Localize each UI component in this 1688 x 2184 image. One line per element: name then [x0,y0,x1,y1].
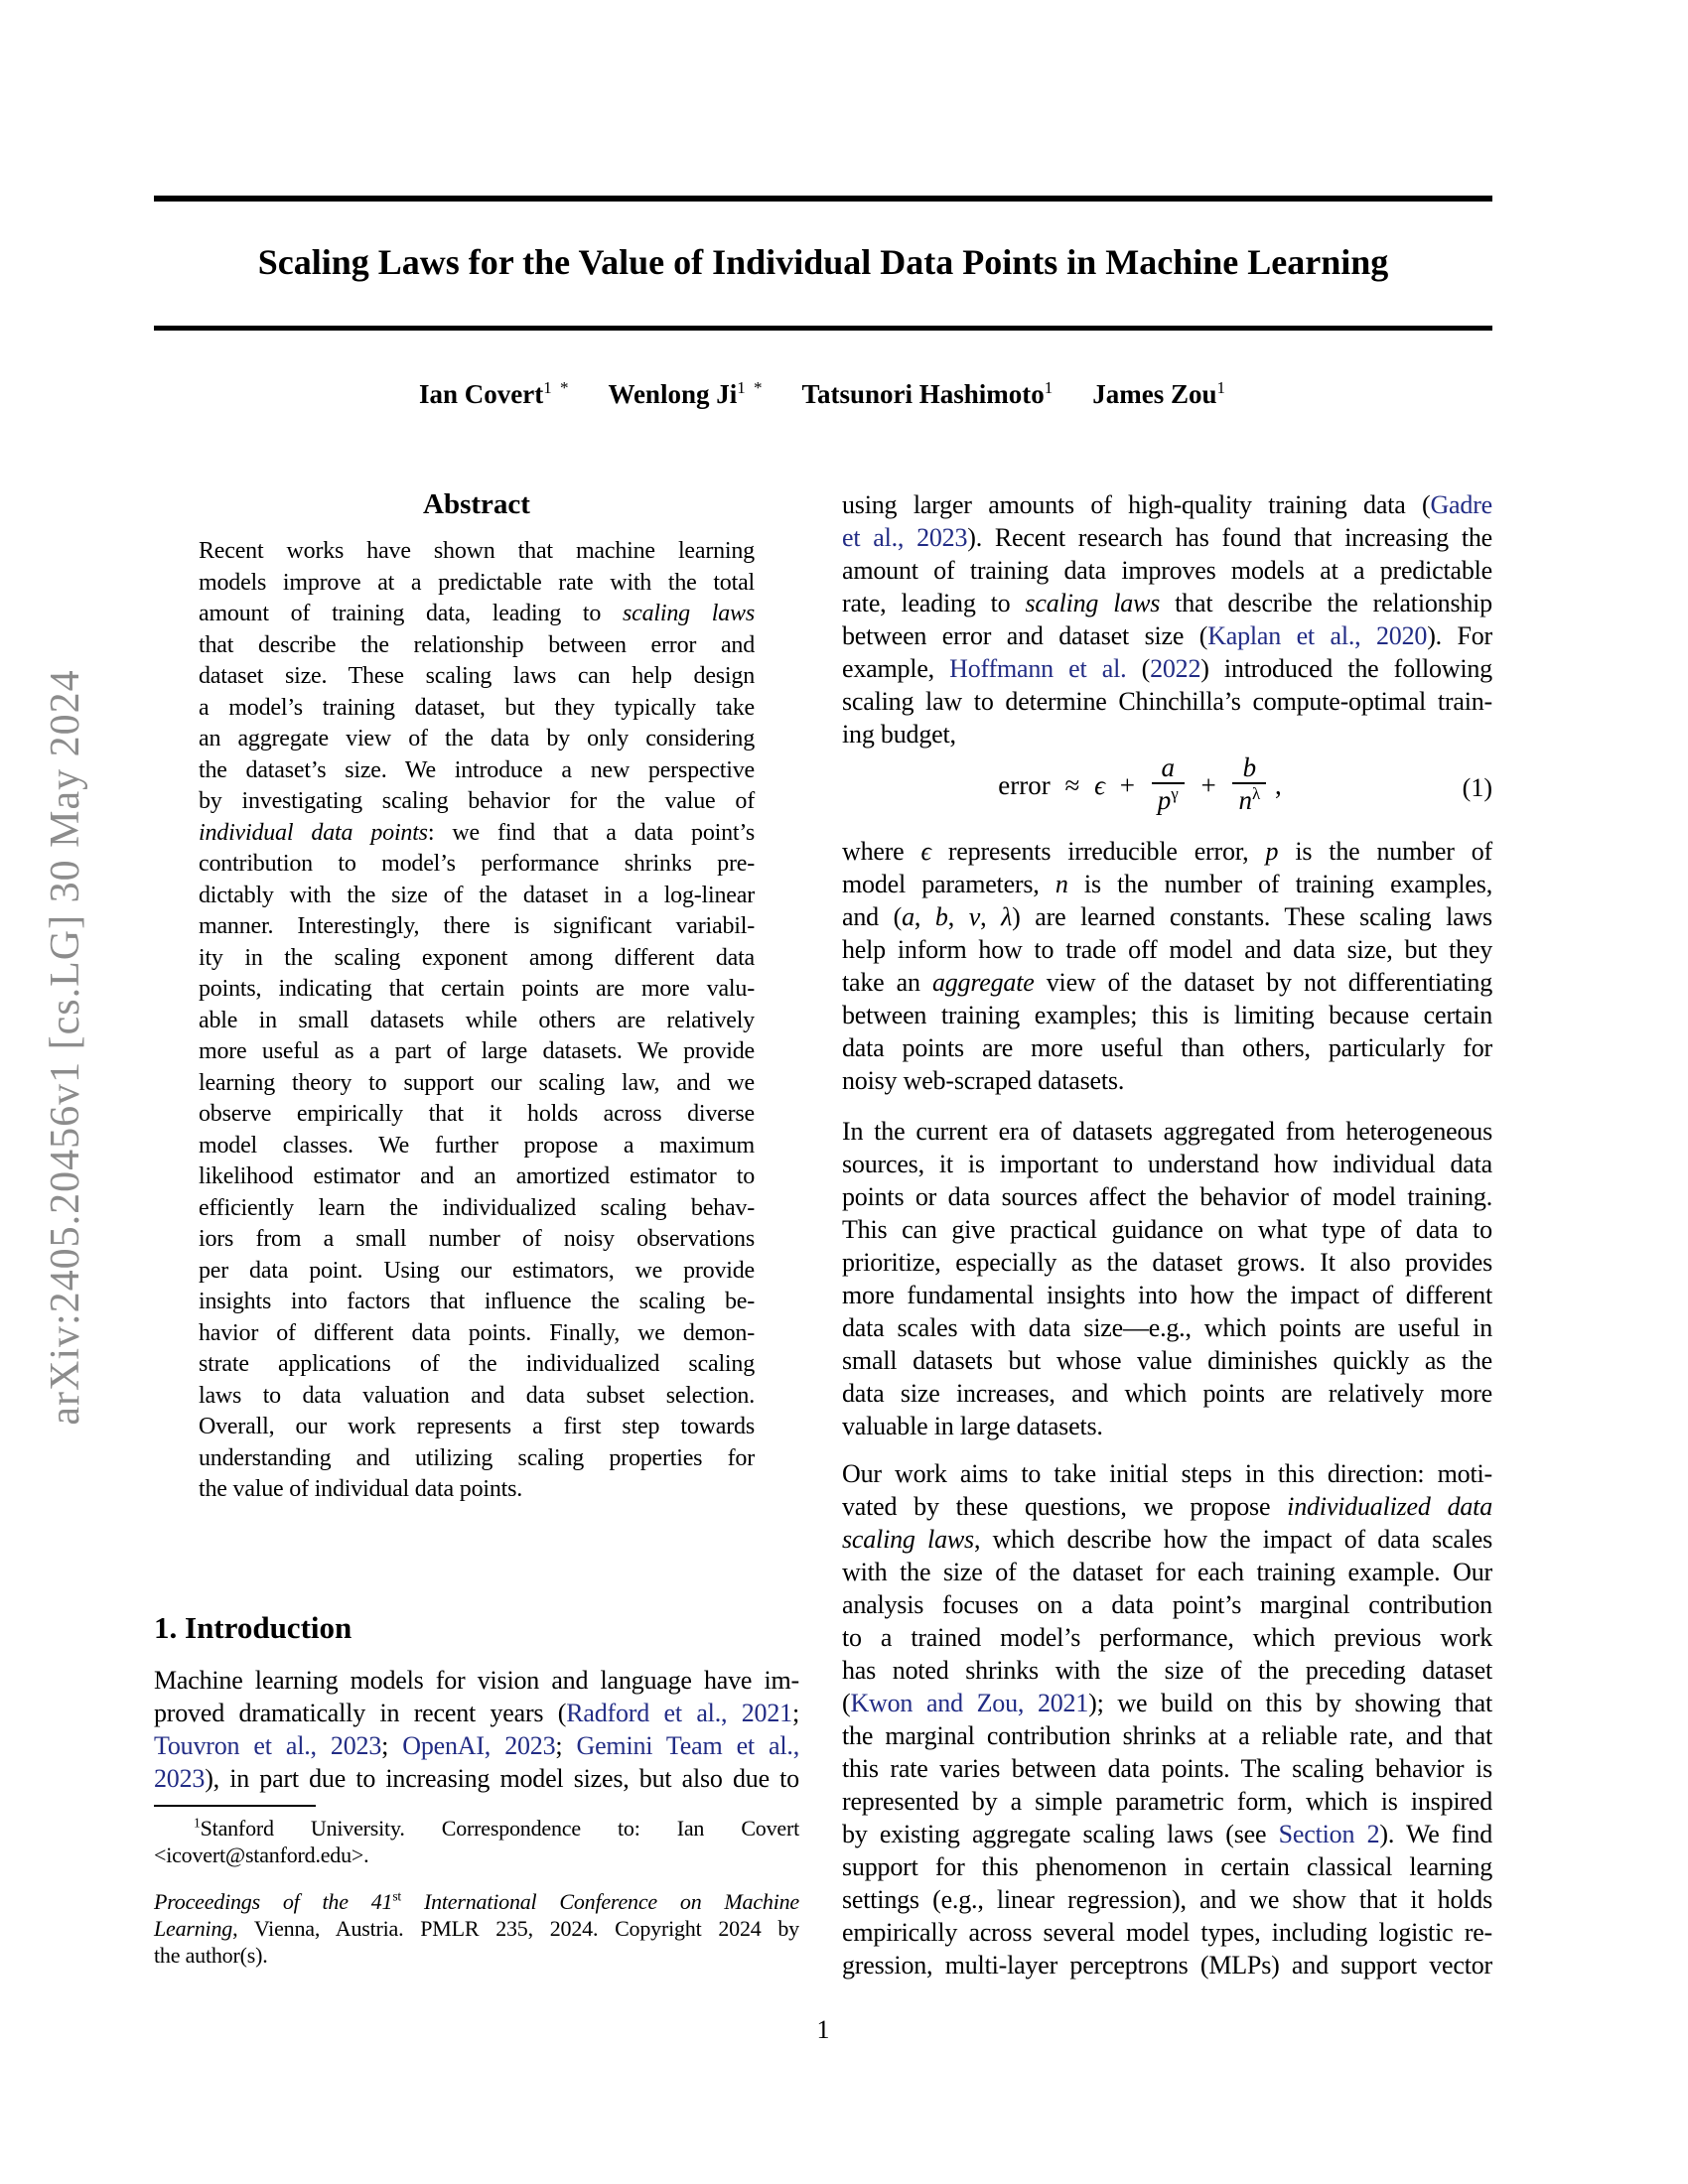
citation-link[interactable]: Gemini Team et al., [576,1731,799,1760]
text-line: more fundamental insights into how the impact of different [842,1281,1492,1309]
text-line: proved dramatically in recent years (Radford et al., 2021; [154,1699,799,1727]
epsilon-term: ϵ [1094,770,1105,801]
arxiv-watermark: arXiv:2405.20456v1 [cs.LG] 30 May 2024 [43,669,88,1426]
denominator-p: p [1157,785,1172,815]
text-line: gression, multi-layer perceptrons (MLPs) and support vector [842,1951,1492,1979]
author-name: James Zou$^1$ [1092,378,1228,409]
text-line: rate, leading to scaling laws that describe the relationship [842,589,1492,617]
text-line: support for this phenomenon in certain classical learning [842,1852,1492,1881]
text-line: between training examples; this is limiting because certain [842,1001,1492,1029]
text-line: between error and dataset size (Kaplan et al., 2020). For [842,621,1492,650]
text-line: data size increases, and which points are relatively more [842,1379,1492,1408]
text-line: scaling laws, which describe how the impact of data scales [842,1525,1493,1554]
text-line: individual data points: we find that a data point’s [199,819,755,846]
text-line: an aggregate view of the data by only considering [199,726,755,751]
citation-link[interactable]: Radford et al., 2021 [566,1699,792,1727]
text-line: by existing aggregate scaling laws (see Section 2). We find [842,1820,1493,1848]
text-line: empirically across several model types, including logistic re- [842,1918,1492,1947]
text-line: points or data sources affect the behavior of model training. [842,1182,1492,1211]
citation-link[interactable]: et al., 2023 [842,523,968,552]
text-line: data scales with data size—e.g., which points are useful in [842,1313,1492,1342]
citation-link[interactable]: Section 2 [1278,1820,1380,1848]
text-line: and (a, b, ν, λ) are learned constants. These scaling laws [842,902,1492,931]
text-line: the author(s). [154,1943,268,1968]
text-line: <icovert@stanford.edu>. [154,1843,369,1867]
plus-operator: + [1200,770,1216,801]
text-line: amount of training data, leading to scaling laws [199,601,755,626]
footnote-rule [154,1805,316,1807]
text-line: laws to data valuation and data subset selection. [199,1382,755,1409]
text-line: model parameters, n is the number of training examples, [842,870,1492,898]
text-line: this rate varies between data points. The scaling behavior is [842,1754,1492,1783]
exponent-gamma: γ [1171,784,1179,803]
citation-link[interactable]: Kaplan et al., 2020 [1207,621,1428,650]
text-line: models improve at a predictable rate with the total [199,569,755,596]
equation-comma: , [1274,770,1282,801]
text-line: vated by these questions, we propose individualized data [842,1492,1492,1521]
footnote-affiliation [154,1815,799,1868]
text-line: that describe the relationship between error and [199,631,755,658]
text-line: by investigating scaling behavior for the value of [199,788,755,814]
title-rule-bottom [154,326,1492,331]
numerator-b: b [1242,752,1257,782]
text-line: Learning, Vienna, Austria. PMLR 235, 2024. Copyright 2024 by [154,1916,799,1941]
section-heading-introduction: 1. Introduction [154,1610,352,1645]
text-line: more useful as a part of large datasets. We provide [199,1038,755,1064]
text-line: scaling law to determine Chinchilla’s compute-optimal train- [842,687,1492,716]
author-name: Tatsunori Hashimoto$^1$ [801,378,1055,409]
denominator-n: n [1238,785,1252,815]
text-line: In the current era of datasets aggregated from heterogeneous [842,1117,1492,1146]
numerator-a: a [1161,752,1175,782]
text-line: using larger amounts of high-quality training data (Gadre [842,490,1492,519]
plus-operator: + [1119,770,1135,801]
text-line: ing budget, [842,720,956,749]
text-line: the dataset’s size. We introduce a new perspective [199,756,755,783]
text-line: Overall, our work represents a first step towards [199,1414,755,1439]
text-line: take an aggregate view of the dataset by not differentiating [842,968,1493,997]
text-line: able in small datasets while others are relatively [199,1007,755,1033]
approx-symbol: ≈ [1064,770,1080,801]
text-line: settings (e.g., linear regression), and we show that it holds [842,1885,1492,1914]
author-row [154,379,1492,410]
text-line: ity in the scaling exponent among different data [199,944,755,971]
abstract-heading: Abstract [423,488,530,520]
equation-1 [842,747,1492,830]
text-line: help inform how to trade off model and data size, but they [842,935,1492,964]
text-line: has noted shrinks with the size of the preceding dataset [842,1656,1492,1685]
fraction-a-over-p-gamma [1152,752,1185,816]
footnote-proceedings [154,1888,799,1969]
text-line: Touvron et al., 2023; OpenAI, 2023; Gemini Team et al., [154,1731,799,1760]
text-line: noisy web-scraped datasets. [842,1066,1125,1095]
author-name: Wenlong $Ji^{1 *}$ [608,378,765,409]
text-line: This can give practical guidance on what type of data to [842,1215,1492,1244]
text-line: Machine learning models for vision and language have im- [154,1666,799,1695]
text-line: example, Hoffmann et al. (2022) introduced the following [842,654,1492,683]
text-line: represented by a simple parametric form, which is inspired [842,1787,1492,1816]
text-line: to a trained model’s performance, which previous work [842,1623,1492,1652]
text-line: Our work aims to take initial steps in this direction: moti- [842,1459,1492,1488]
text-line: strate applications of the individualized scaling [199,1351,755,1377]
right-column-paragraph-1 [842,488,1492,751]
introduction-paragraph [154,1664,799,1795]
equation-number: (1) [1462,773,1492,802]
text-line: the value of individual data points. [199,1476,523,1502]
fraction-b-over-n-lambda [1232,752,1266,816]
text-line: learning theory to support our scaling law, and we [199,1069,755,1096]
paper-title: Scaling Laws for the Value of Individual Data Points in Machine Learning [257,242,1389,282]
text-line: dictably with the size of the dataset in a log-linear [199,882,755,908]
text-line: dataset size. These scaling laws can help design [199,663,755,689]
right-column-paragraph-3 [842,1115,1492,1442]
citation-link[interactable]: Hoffmann et al. [949,654,1127,683]
text-line: a model’s training dataset, but they typically take [199,694,755,721]
text-line: havior of different data points. Finally, we demon- [199,1319,755,1346]
equation-lhs: error [998,770,1051,801]
text-line: small datasets but whose value diminishes quickly as the [842,1346,1492,1375]
text-line: $^1$Stanford University. Correspondence to: Ian Covert [194,1815,799,1841]
text-line: data points are more useful than others, particularly for [842,1033,1492,1062]
citation-link[interactable]: Kwon and Zou, 2021 [850,1689,1089,1717]
text-line: manner. Interestingly, there is significant variabil- [199,913,755,939]
citation-link[interactable]: 2022 [1150,654,1201,683]
text-line: the marginal contribution shrinks at a reliable rate, and that [842,1721,1492,1750]
text-line: et al., 2023). Recent research has found that increasing the [842,523,1492,552]
text-line: iors from a small number of noisy observations [199,1226,755,1252]
text-line: where ϵ represents irreducible error, p is the number of [842,837,1492,866]
text-line: likelihood estimator and an amortized estimator to [199,1163,755,1189]
text-line: per data point. Using our estimators, we provide [199,1257,755,1284]
text-line: contribution to model’s performance shrinks pre- [199,851,755,877]
text-line: efficiently learn the individualized scaling behav- [199,1194,755,1221]
right-column-paragraph-4 [842,1457,1492,1981]
author-name: Ian Covert$^{1 *}$ [418,378,571,409]
equation-body [842,752,1438,820]
citation-link[interactable]: Gadre [1430,490,1492,519]
title-rule-top [154,196,1492,202]
text-line: sources, it is important to understand how individual data [842,1150,1492,1178]
text-line: model classes. We further propose a maximum [199,1132,755,1159]
citation-link[interactable]: OpenAI, 2023 [402,1731,556,1760]
text-line: analysis focuses on a data point’s marginal contribution [842,1590,1492,1619]
text-line: 2023), in part due to increasing model sizes, but also due to [154,1764,799,1793]
abstract-body [199,536,755,1506]
text-line: with the size of the dataset for each training example. Our [842,1558,1492,1586]
exponent-lambda: λ [1251,784,1261,803]
text-line: amount of training data improves models at a predictable [842,556,1492,585]
text-line: Proceedings of the 41st International Conference on Machine [154,1888,799,1914]
text-line: (Kwon and Zou, 2021); we build on this by showing that [842,1689,1493,1717]
citation-link[interactable]: Touvron et al., 2023 [154,1731,382,1760]
text-line: observe empirically that it holds across diverse [199,1101,755,1127]
text-line: understanding and utilizing scaling properties for [199,1444,755,1471]
text-line: insights into factors that influence the scaling be- [199,1289,755,1314]
page-number: 1 [816,2015,830,2044]
text-line: Recent works have shown that machine learning [199,538,755,564]
text-line: prioritize, especially as the dataset grows. It also provides [842,1248,1492,1277]
text-line: valuable in large datasets. [842,1412,1103,1440]
text-line: points, indicating that certain points are more valu- [199,976,755,1002]
citation-link[interactable]: 2023 [154,1764,206,1793]
right-column-paragraph-2 [842,835,1492,1097]
